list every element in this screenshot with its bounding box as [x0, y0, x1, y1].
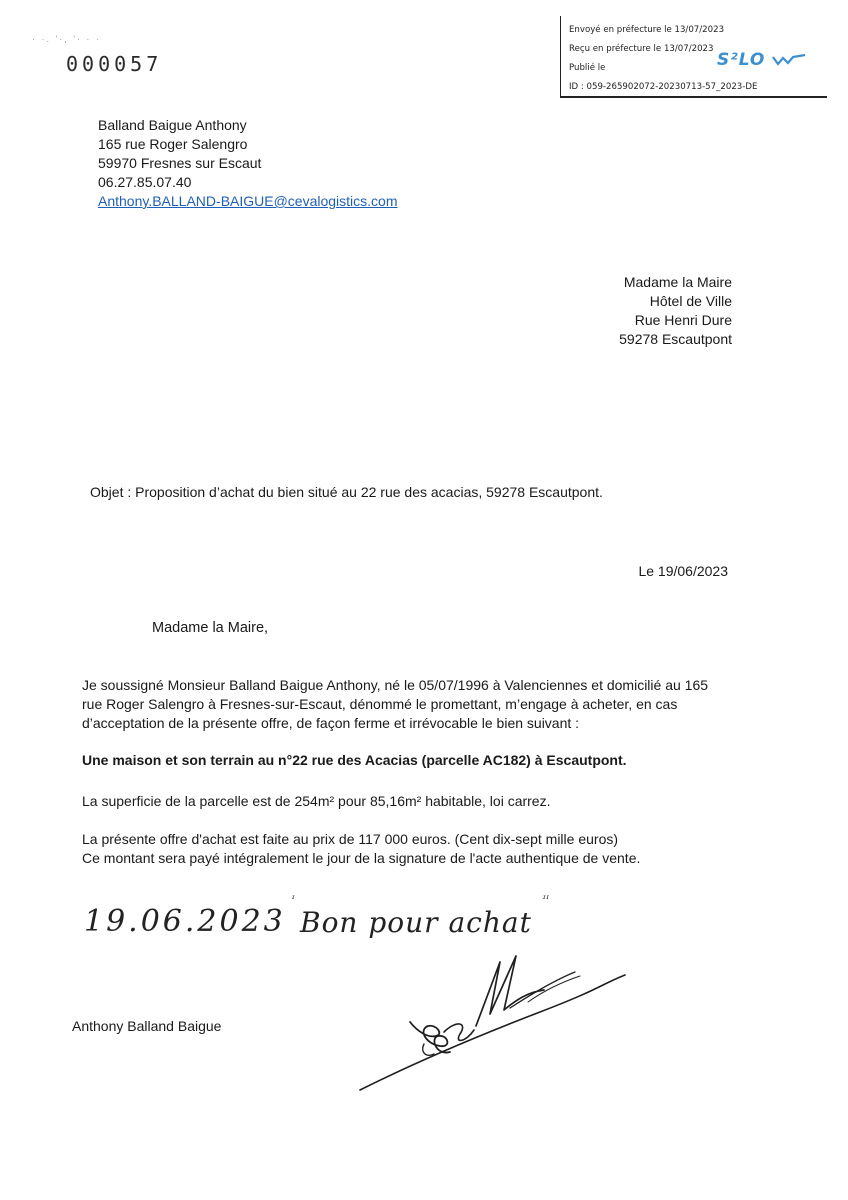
commitment-paragraph: [82, 676, 708, 733]
scan-specks: · ·. '·, '· · ·: [32, 34, 101, 44]
price-paragraph: [82, 830, 640, 868]
sender-email-link[interactable]: Anthony.BALLAND-BAIGUE@cevalogistics.com: [98, 193, 398, 209]
stamp-id-line: ID : 059-265902072-20230713-57_2023-DE: [569, 82, 758, 92]
signer-name: Anthony Balland Baigue: [72, 1018, 222, 1034]
recipient-street: Rue Henri Dure: [634, 312, 732, 328]
commitment-line-2: rue Roger Salengro à Fresnes-sur-Escaut, dénommé le promettant, m’engage à acheter, en cas: [82, 696, 678, 712]
recipient-address: [619, 273, 732, 349]
stamp-published-line: Publié le: [569, 63, 606, 73]
handwritten-date: 19.06.2023: [84, 904, 286, 939]
recipient-building: Hôtel de Ville: [649, 293, 732, 309]
sender-city: 59970 Fresnes sur Escaut: [98, 155, 262, 171]
recipient-city: 59278 Escautpont: [619, 331, 732, 347]
s2lo-logo: [717, 50, 806, 70]
commitment-line-3: d’acceptation de la présente offre, de façon ferme et irrévocable le bien suivant :: [82, 715, 580, 731]
sender-address: [98, 116, 398, 211]
letter-date: Le 19/06/2023: [638, 563, 728, 579]
s2lo-logo-text: S²LO: [717, 50, 766, 70]
stamp-sent-line: Envoyé en préfecture le 13/07/2023: [569, 25, 725, 35]
sender-street: 165 rue Roger Salengro: [98, 136, 248, 152]
sender-phone: 06.27.85.07.40: [98, 174, 192, 190]
handwritten-mention: [292, 892, 550, 939]
surface-statement: La superficie de la parcelle est de 254m² pour 85,16m² habitable, loi carrez.: [82, 793, 551, 809]
handwritten-close-mark: ᶦᶦ: [543, 892, 550, 906]
price-line-2: Ce montant sera payé intégralement le jour de la signature de l'acte authentique de vente.: [82, 850, 641, 866]
commitment-line-1: Je soussigné Monsieur Balland Baigue Anthony, né le 05/07/1996 à Valenciennes et domicilié au 165: [82, 677, 709, 693]
prefecture-stamp: [560, 16, 827, 98]
sender-name: Balland Baigue Anthony: [98, 117, 247, 133]
handwritten-mention-text: Bon pour achat: [300, 906, 532, 939]
stamp-received-line: Reçu en préfecture le 13/07/2023: [569, 44, 714, 54]
swoosh-icon: [772, 53, 806, 67]
property-description: Une maison et son terrain au n°22 rue des Acacias (parcelle AC182) à Escautpont.: [82, 752, 627, 768]
recipient-title: Madame la Maire: [623, 274, 732, 290]
signature-image: [340, 940, 640, 1100]
registration-number: 000057: [66, 52, 163, 76]
letter-greeting: Madame la Maire,: [152, 620, 269, 636]
letter-subject: Objet : Proposition d’achat du bien situé au 22 rue des acacias, 59278 Escautpont.: [90, 484, 603, 500]
price-line-1: La présente offre d'achat est faite au prix de 117 000 euros. (Cent dix-sept mille euros): [82, 831, 619, 847]
handwritten-open-mark: ᶦ: [292, 892, 296, 906]
